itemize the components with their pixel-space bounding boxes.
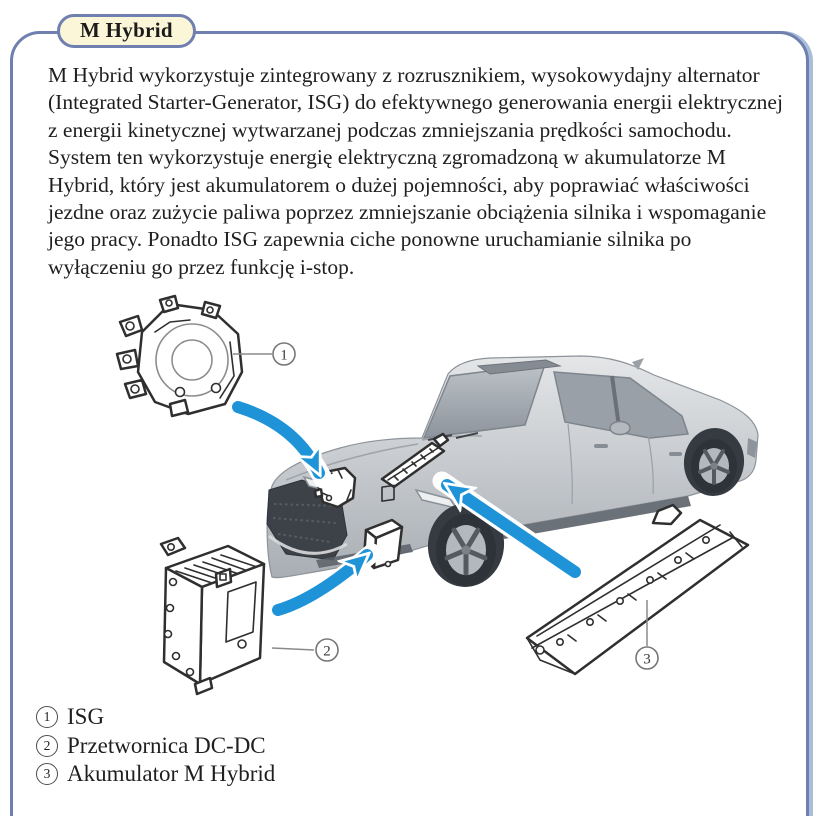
legend-item-dcdc	[36, 732, 275, 761]
callout-1-number: 1	[280, 347, 288, 364]
legend-label-2: Przetwornica DC-DC	[67, 732, 266, 758]
callout-1	[233, 343, 295, 365]
paragraph-line: jego pracy. Ponadto ISG zapewnia ciche ponowne uruchamianie silnika po	[48, 227, 692, 252]
battery-drawing	[527, 505, 748, 674]
section-title-badge: M Hybrid	[57, 14, 196, 48]
paragraph-line: (Integrated Starter-Generator, ISG) do efektywnego generowania energii elektrycznej	[48, 90, 783, 115]
callout-2-number: 2	[323, 643, 331, 660]
legend	[36, 703, 275, 789]
door-handle-front	[594, 444, 608, 448]
paragraph-line: jezdne oraz zużycie paliwa poprzez zmniejszanie obciążenia silnika i wspomaganie	[48, 200, 767, 225]
rear-wheel	[691, 439, 737, 493]
paragraph-line: z energii kinetycznej wytwarzanej podczas zmniejszania prędkości samochodu.	[48, 117, 732, 142]
legend-label-3: Akumulator M Hybrid	[67, 761, 276, 787]
side-mirror	[610, 422, 630, 435]
paragraph-line: Hybrid, który jest akumulatorem o dużej pojemności, aby poprawiać właściwości	[48, 172, 750, 197]
callout-3-number: 3	[643, 651, 651, 668]
door-handle-rear	[669, 452, 682, 456]
legend-item-battery	[36, 760, 275, 789]
legend-item-isg	[36, 703, 275, 732]
callout-2	[272, 639, 338, 661]
legend-number-2: 2	[36, 735, 58, 757]
components-illustration	[20, 292, 820, 707]
legend-label-1: ISG	[67, 704, 105, 730]
paragraph-line: System ten wykorzystuje energię elektryczną zgromadzoną w akumulatorze M	[48, 145, 726, 170]
arrow-isg-to-engine-bay	[238, 407, 323, 479]
body-paragraph	[48, 62, 814, 281]
paragraph-line: wyłączeniu go przez funkcję i-stop.	[48, 254, 355, 279]
paragraph-line: M Hybrid wykorzystuje zintegrowany z rozrusznikiem, wysokowydajny alternator	[48, 63, 760, 87]
legend-number-1: 1	[36, 706, 58, 728]
legend-number-3: 3	[36, 763, 58, 785]
isg-unit-drawing	[117, 296, 242, 416]
front-wheel	[436, 514, 496, 586]
dcdc-converter-drawing	[161, 538, 264, 694]
